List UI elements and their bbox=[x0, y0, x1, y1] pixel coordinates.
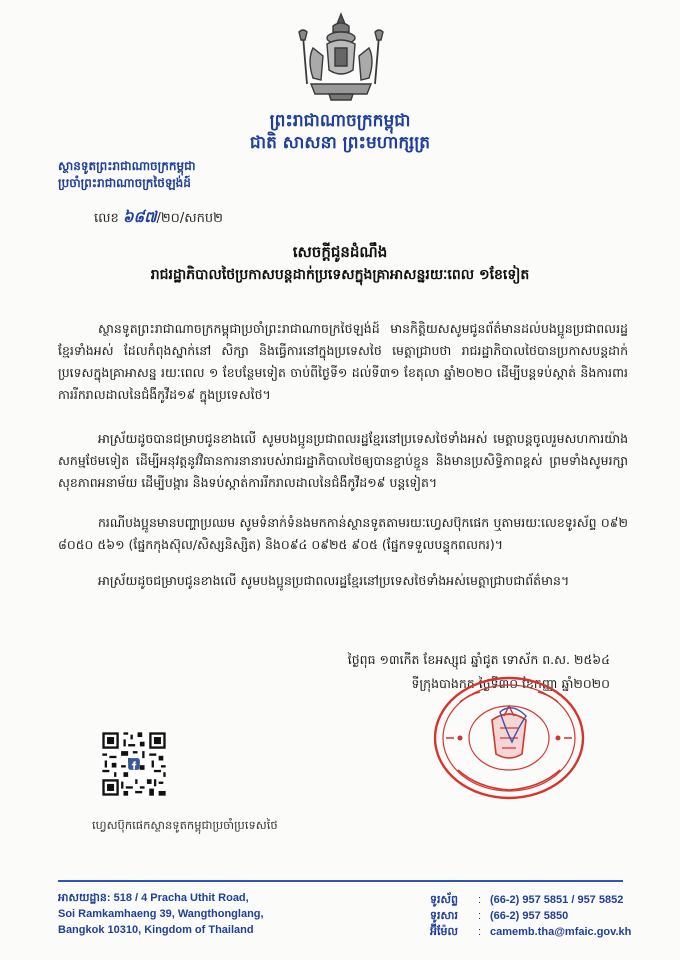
footer-divider bbox=[58, 880, 623, 882]
paragraph-3: ករណីបងប្អូនមានបញ្ហាប្រឈម សូមទំនាក់ទំនងមកកាន់ស្ថានទូតតាមរយៈហ្វេសប៊ុកផេក ឬតាមរយៈលេខទូរស័ព្ទ ០៩២ ៨០៥០ ៥៦១ (ផ្នែកកុងស៊ុល/សិស្សនិស្សិត) និង០៩៤ ០៩២៥ ៩០៥ (ផ្នែកទទួលបន្ទុកពលករ)។ bbox=[58, 515, 628, 552]
national-motto: ជាតិ សាសនា ព្រះមហាក្សត្រ bbox=[249, 133, 431, 153]
paragraph-2: អាស្រ័យដូចបានជម្រាបជូនខាងលើ សូមបងប្អូនប្រជាពលរដ្ឋខ្មែរនៅប្រទេសថៃទាំងអស់ មេត្តាបន្តចូលរួមសហការយ៉ាងសកម្មថែមទៀត ដើម្បីអនុវត្តនូវវិធានការនានារបស់រាជរដ្ឋាភិបាលថៃឲ្យបានខ្ជាប់ខ្ជួន និងមានប្រសិទ្ធិភាពខ្ពស់ ព្រមទាំងសូមរក្សាសុខភាពអនាម័យ ដើម្បីបង្ការ និងទប់ស្កាត់ការរីករាលដាលនៃជំងឺកូវីដ១៩ បន្តទៀត។ bbox=[58, 431, 628, 490]
solar-date: ទីក្រុងបាងកក ថ្ងៃទី៣០ ខែកញ្ញា ឆ្នាំ២០២០ bbox=[411, 676, 610, 691]
lunar-date: ថ្ងៃពុធ ១៣កើត ខែអស្សុជ ឆ្នាំជូត ទោស័ក ព.ស. ២៥៦៤ bbox=[347, 652, 610, 667]
embassy-seal-icon bbox=[430, 672, 588, 804]
embassy-line2: ប្រចាំព្រះរាជាណាចក្រថៃឡង់ដ៍ bbox=[58, 176, 191, 190]
address-label: អាសយដ្ឋាន: bbox=[58, 892, 111, 904]
ref-prefix: លេខ bbox=[94, 211, 119, 226]
reference-number bbox=[94, 208, 223, 230]
phone-sep: : bbox=[478, 894, 482, 906]
phone-label: ទូរស័ព្ទ bbox=[430, 894, 458, 906]
fax-value: (66-2) 957 5850 bbox=[490, 910, 569, 922]
phone-row bbox=[430, 892, 631, 908]
ref-suffix: /២០/សកប២ bbox=[156, 211, 223, 226]
kingdom-name: ព្រះរាជាណាចក្រកម្ពុជា bbox=[269, 111, 411, 131]
email-value[interactable]: camemb.tha@mfaic.gov.kh bbox=[490, 926, 632, 938]
embassy-address bbox=[58, 890, 264, 938]
notice-subtitle: រាជរដ្ឋាភិបាលថៃប្រកាសបន្តដាក់ប្រទេសក្នុងគ្រាអាសន្នរយៈពេល ១ខែទៀត bbox=[150, 267, 530, 283]
notice-title: សេចក្តីជូនដំណឹង bbox=[292, 243, 388, 261]
fax-sep: : bbox=[478, 910, 482, 922]
fax-label: ទូរសារ bbox=[430, 910, 458, 922]
address-line3: Bangkok 10310, Kingdom of Thailand bbox=[58, 924, 254, 936]
paragraph-4: អាស្រ័យដូចជម្រាបជូនខាងលើ សូមបងប្អូនប្រជាពលរដ្ឋខ្មែរនៅប្រទេសថៃទាំងអស់មេត្តាជ្រាបជាព័ត៌មាន។ bbox=[98, 573, 570, 588]
address-line1: 518 / 4 Pracha Uthit Road, bbox=[113, 892, 249, 904]
embassy-line1: ស្ថានទូតព្រះរាជាណាចក្រកម្ពុជា bbox=[58, 159, 196, 173]
facebook-qr-code-icon bbox=[100, 730, 168, 798]
paragraph-1: ស្ថានទូតព្រះរាជាណាចក្រកម្ពុជាប្រចាំព្រះរាជាណាចក្រថៃឡង់ដ៍ មានកិត្តិយសសូមជូនព័ត៌មានដល់បងប្អូនប្រជាពលរដ្ឋខ្មែរទាំងអស់ ដែលកំពុងស្នាក់នៅ សិក្សា និងធ្វើការនៅក្នុងប្រទេសថៃ មេត្តាជ្រាបថា រាជរដ្ឋាភិបាលថៃបានប្រកាសបន្តដាក់ប្រទេសក្នុងគ្រាអាសន្ន រយៈពេល ១ ខែបន្ថែមទៀត ចាប់ពីថ្ងៃទី១ ដល់ទី៣១ ខែតុលា ឆ្នាំ២០២០ ដើម្បីបន្តទប់ស្កាត់ និងការពារការរីករាលដាលនៃជំងឺកូវីដ១៩ ក្នុងប្រទេសថៃ។ bbox=[58, 321, 628, 402]
email-label: អ៊ីម៉ែល bbox=[430, 926, 458, 938]
email-sep: : bbox=[478, 926, 482, 938]
phone-value: (66-2) 957 5851 / 957 5852 bbox=[490, 894, 624, 906]
email-row bbox=[430, 924, 631, 940]
royal-coat-of-arms-icon bbox=[293, 8, 389, 104]
qr-caption: ហ្វេសប៊ុកផេកស្ថានទូតកម្ពុជាប្រចាំប្រទេសថៃ bbox=[92, 818, 278, 832]
address-line2: Soi Ramkamhaeng 39, Wangthonglang, bbox=[58, 908, 264, 920]
embassy-contacts bbox=[430, 892, 631, 940]
fax-row bbox=[430, 908, 631, 924]
ref-number-handwritten: ៦៨៧ bbox=[122, 208, 157, 226]
embassy-heading bbox=[58, 158, 196, 192]
